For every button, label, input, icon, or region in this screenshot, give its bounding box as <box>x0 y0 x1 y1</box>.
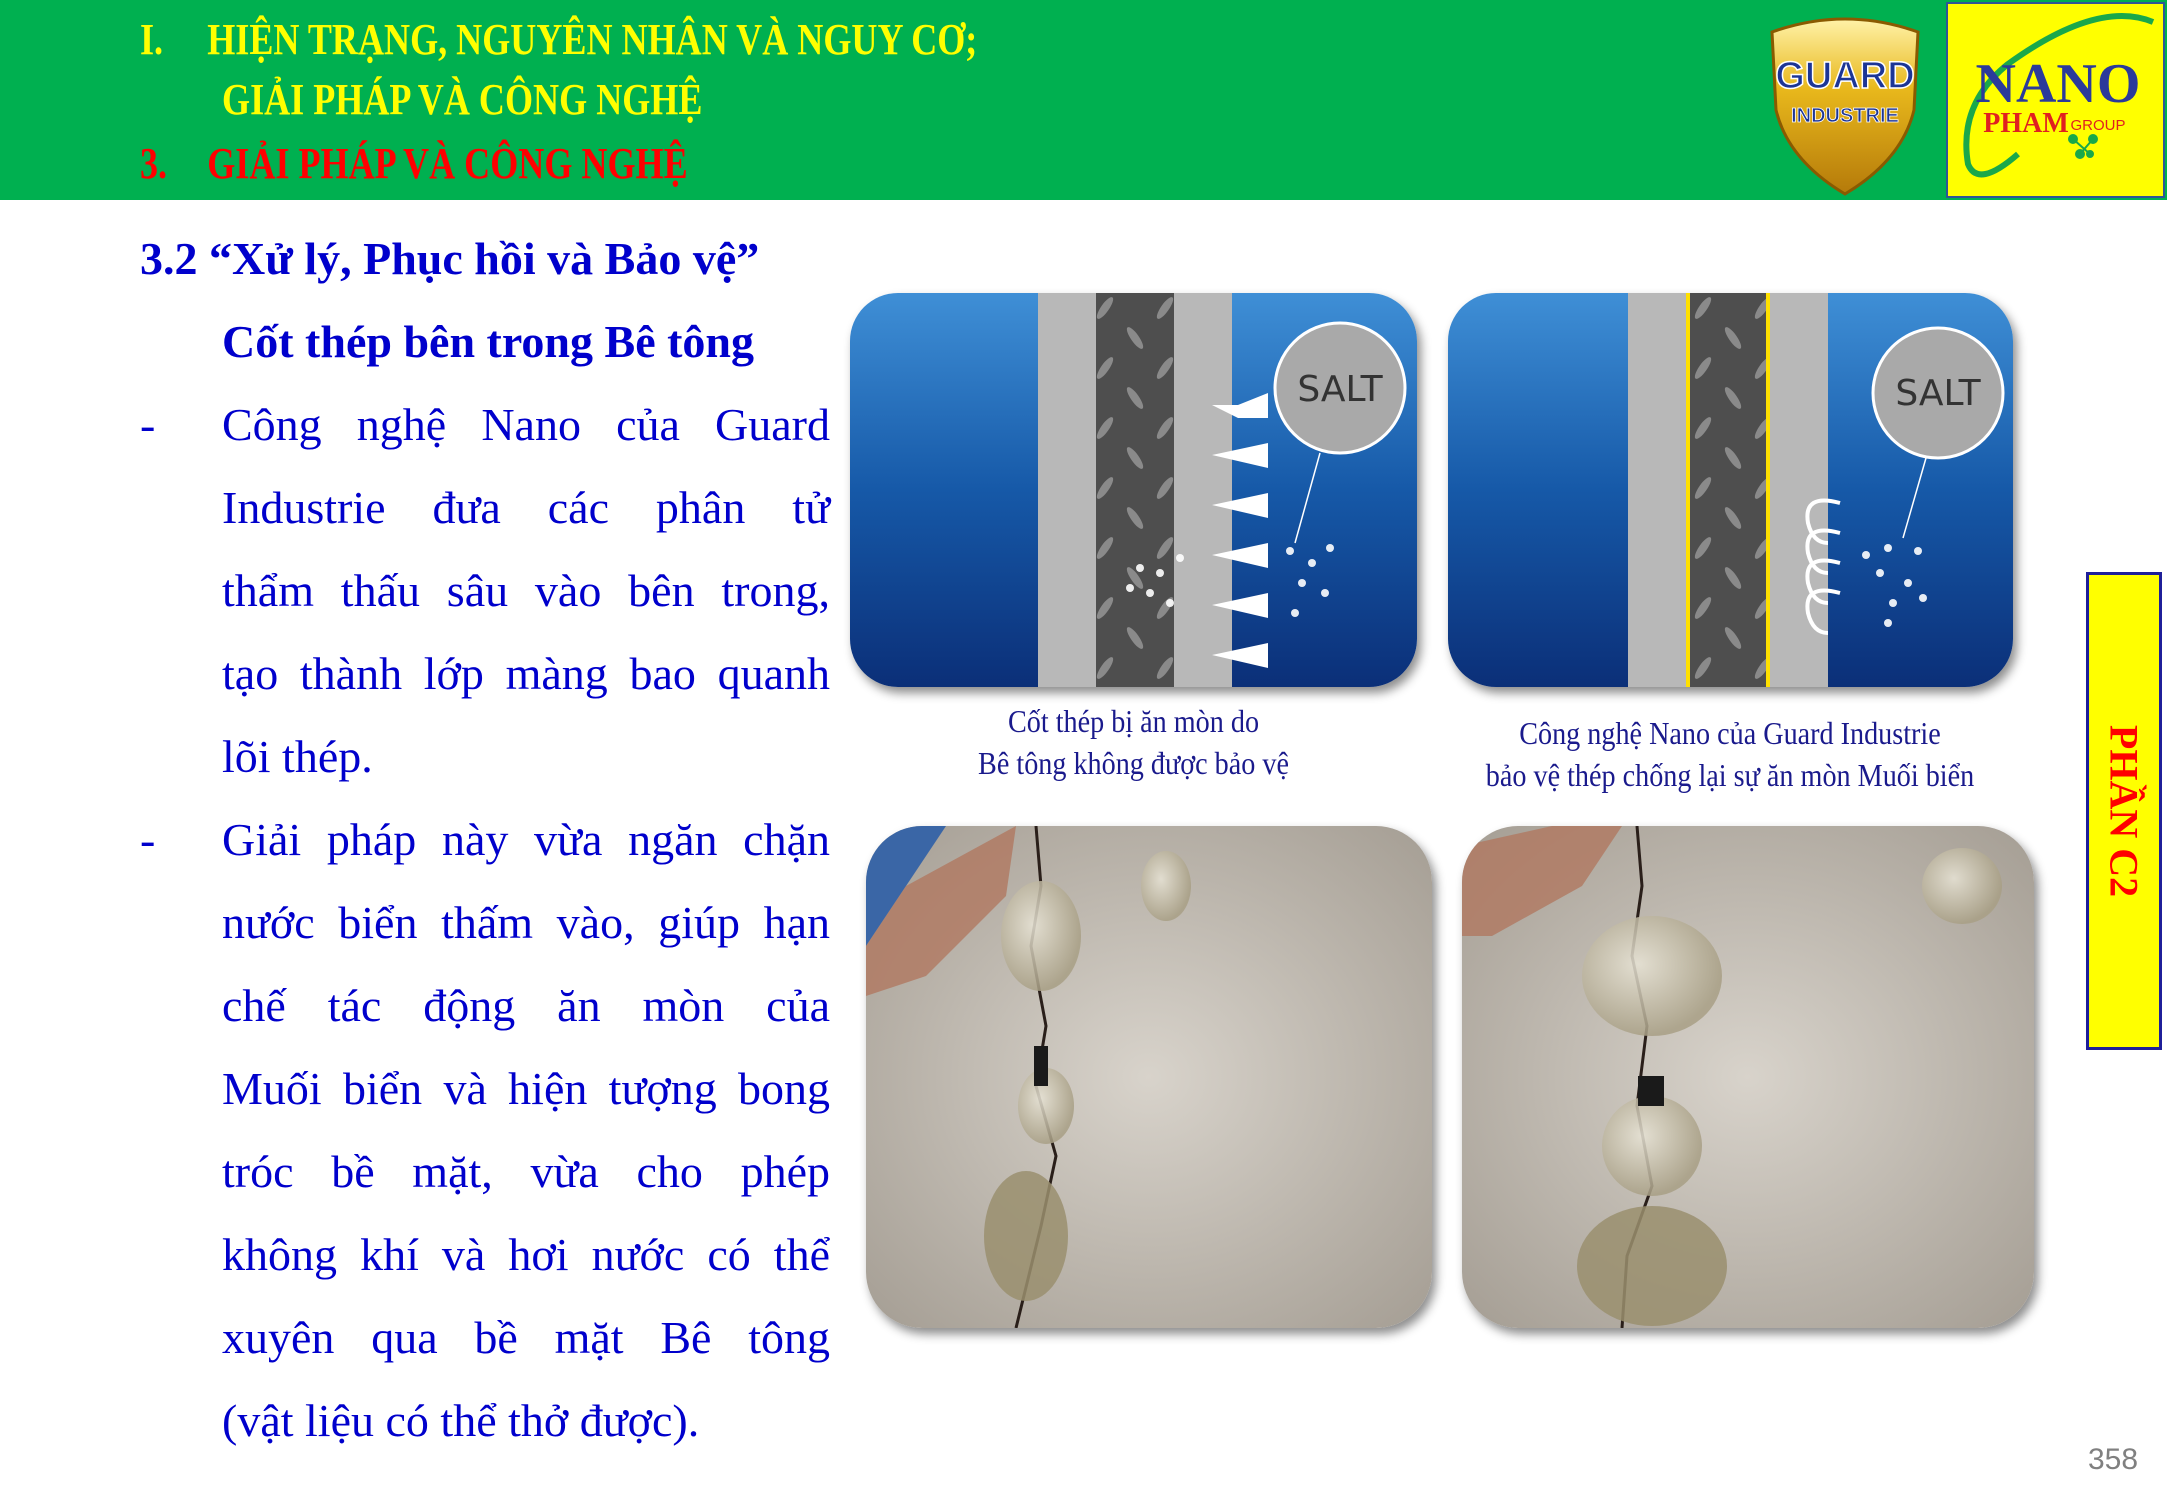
bullet-2-line: (vật liệu có thể thở được). <box>222 1395 700 1446</box>
side-tab-label: PHẦN C2 <box>2101 724 2147 898</box>
header-line-1-text: HIỆN TRẠNG, NGUYÊN NHÂN VÀ NGUY CƠ; <box>207 15 978 64</box>
section-subtitle: Cốt thép bên trong Bê tông <box>222 316 755 367</box>
bullet-2-line: xuyên qua bề mặt Bê tông <box>222 1312 830 1363</box>
caption-protected: Công nghệ Nano của Guard Industrie bảo vệ thép chống lại sự ăn mòn Muối biển <box>1485 715 1975 793</box>
salt-label: SALT <box>1895 373 1981 414</box>
section-side-tab <box>2086 572 2162 1050</box>
header-bar <box>0 0 2167 200</box>
bullet-2-line: tróc bề mặt, vừa cho phép <box>222 1146 830 1197</box>
bullet-2-line: Muối biển và hiện tượng bong <box>222 1063 830 1114</box>
nano-pham-group-logo <box>1946 2 2165 198</box>
svg-text:NANO: NANO <box>1975 53 2141 115</box>
bullet-2-line: Giải pháp này vừa ngăn chặn <box>222 814 830 865</box>
svg-text:GUARD: GUARD <box>1775 55 1915 97</box>
salt-label: SALT <box>1297 369 1383 410</box>
bullet-1-line: Industrie đưa các phân tử <box>222 482 830 533</box>
bullet-marker: - <box>140 814 156 865</box>
bullet-1-line: tạo thành lớp màng bao quanh <box>222 648 830 699</box>
bullet-2-line: nước biển thấm vào, giúp hạn <box>222 897 830 948</box>
header-line-2: GIẢI PHÁP VÀ CÔNG NGHỆ <box>222 75 703 124</box>
page-number: 358 <box>2088 1443 2139 1476</box>
svg-text:INDUSTRIE: INDUSTRIE <box>1791 105 1899 127</box>
header-line-3-number: 3. <box>140 139 168 188</box>
photo-cracked-concrete-left <box>866 826 1432 1328</box>
bullet-marker: - <box>140 399 156 450</box>
bullet-1-line: thẩm thấu sâu vào bên trong, <box>222 565 830 616</box>
bullet-1-line: Công nghệ Nano của Guard <box>222 399 830 450</box>
svg-text:PHAM: PHAM <box>1983 108 2069 139</box>
photo-cracked-concrete-right <box>1462 826 2034 1328</box>
bullet-2-line: chế tác động ăn mòn của <box>222 980 830 1031</box>
header-line-3 <box>140 138 688 189</box>
diagram-unprotected-concrete <box>850 293 1417 687</box>
caption-unprotected: Cốt thép bị ăn mòn do Bê tông không được bảo vệ <box>978 703 1289 781</box>
header-line-1 <box>140 14 977 65</box>
bullet-2-line: không khí và hơi nước có thể <box>222 1229 830 1280</box>
header-line-3-text: GIẢI PHÁP VÀ CÔNG NGHỆ <box>207 139 688 188</box>
header-line-1-number: I. <box>140 15 164 64</box>
svg-text:GROUP: GROUP <box>2070 117 2126 134</box>
guard-industrie-logo <box>1752 10 1938 196</box>
section-title: 3.2 “Xử lý, Phục hồi và Bảo vệ” <box>140 233 760 284</box>
diagram-protected-concrete <box>1448 293 2013 687</box>
bullet-1-line: lõi thép. <box>222 731 373 782</box>
